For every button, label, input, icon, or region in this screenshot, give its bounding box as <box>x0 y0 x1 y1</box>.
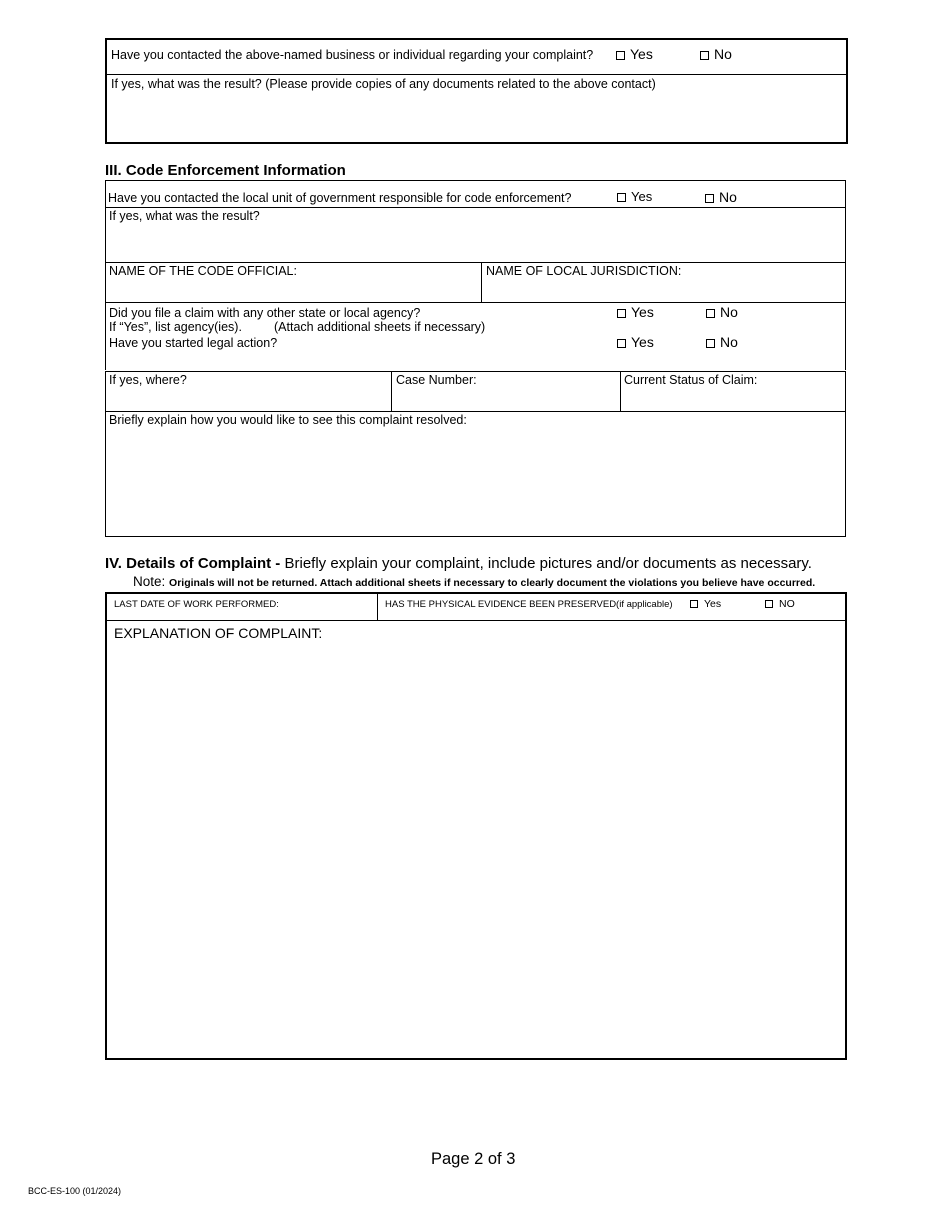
contact-result-field[interactable] <box>107 93 846 142</box>
claim-status-label: Current Status of Claim: <box>624 373 758 387</box>
legal-question: Have you started legal action? <box>109 336 278 350</box>
contact-no-checkbox[interactable]: No <box>700 46 732 62</box>
divider <box>105 262 846 263</box>
divider <box>105 302 846 303</box>
claim-status-field[interactable] <box>622 388 844 410</box>
checkbox-icon <box>706 339 715 348</box>
claim-question: Did you file a claim with any other state or local agency? <box>109 306 421 320</box>
contact-yes-checkbox[interactable]: Yes <box>616 46 653 62</box>
details-heading-bold: IV. Details of Complaint - <box>105 555 281 572</box>
details-heading <box>105 555 812 573</box>
contact-result-label: If yes, what was the result? (Please provide copies of any documents related to the above contact) <box>111 77 656 91</box>
page-number: Page 2 of 3 <box>431 1150 516 1168</box>
evidence-no-checkbox[interactable]: NO <box>765 598 795 610</box>
evidence-yes-checkbox[interactable]: Yes <box>690 598 721 610</box>
resolve-label: Briefly explain how you would like to see this complaint resolved: <box>109 413 467 427</box>
code-yes-checkbox[interactable]: Yes <box>617 189 652 205</box>
details-heading-rest: Briefly explain your complaint, include pictures and/or documents as necessary. <box>284 555 812 572</box>
code-enforcement-heading: III. Code Enforcement Information <box>105 162 346 179</box>
attach-note: (Attach additional sheets if necessary) <box>274 320 486 334</box>
claim-list-label: If “Yes”, list agency(ies). <box>109 320 242 334</box>
code-question: Have you contacted the local unit of government responsible for code enforcement? <box>108 191 572 205</box>
evidence-label: HAS THE PHYSICAL EVIDENCE BEEN PRESERVED(if applicable) <box>385 599 673 610</box>
explanation-field[interactable] <box>107 643 845 1058</box>
divider <box>105 74 848 75</box>
checkbox-icon <box>765 600 773 608</box>
code-result-field[interactable] <box>107 224 844 262</box>
case-number-label: Case Number: <box>396 373 477 387</box>
note-label: Note: <box>133 574 166 589</box>
contact-question: Have you contacted the above-named business or individual regarding your complaint? <box>111 48 594 62</box>
resolve-field[interactable] <box>107 428 844 535</box>
where-field[interactable] <box>107 388 389 410</box>
case-number-field[interactable] <box>394 388 618 410</box>
code-official-field[interactable] <box>107 279 479 301</box>
checkbox-icon <box>616 51 625 60</box>
checkbox-icon <box>700 51 709 60</box>
divider <box>377 592 378 621</box>
checkbox-icon <box>690 600 698 608</box>
claim-yes-checkbox[interactable]: Yes <box>617 304 654 320</box>
jurisdiction-field[interactable] <box>484 279 844 301</box>
divider <box>105 620 847 621</box>
claim-no-checkbox[interactable]: No <box>706 304 738 320</box>
legal-yes-checkbox[interactable]: Yes <box>617 334 654 350</box>
divider <box>105 207 846 208</box>
code-no-checkbox[interactable]: No <box>705 189 737 205</box>
jurisdiction-label: NAME OF LOCAL JURISDICTION: <box>486 264 682 278</box>
where-label: If yes, where? <box>109 373 187 387</box>
divider <box>105 411 846 412</box>
last-date-field[interactable] <box>280 594 375 619</box>
divider <box>620 371 621 412</box>
divider <box>481 262 482 303</box>
note-text: Originals will not be returned. Attach additional sheets if necessary to clearly document the violations you believe have occurred. <box>169 577 816 589</box>
checkbox-icon <box>617 339 626 348</box>
last-date-label: LAST DATE OF WORK PERFORMED: <box>114 599 279 610</box>
code-official-label: NAME OF THE CODE OFFICIAL: <box>109 264 297 278</box>
legal-no-checkbox[interactable]: No <box>706 334 738 350</box>
form-id: BCC-ES-100 (01/2024) <box>28 1186 122 1196</box>
checkbox-icon <box>706 309 715 318</box>
checkbox-icon <box>705 194 714 203</box>
note-line <box>133 574 815 591</box>
checkbox-icon <box>617 193 626 202</box>
explanation-label: EXPLANATION OF COMPLAINT: <box>114 625 323 641</box>
code-result-label: If yes, what was the result? <box>109 209 260 223</box>
divider <box>391 371 392 412</box>
checkbox-icon <box>617 309 626 318</box>
